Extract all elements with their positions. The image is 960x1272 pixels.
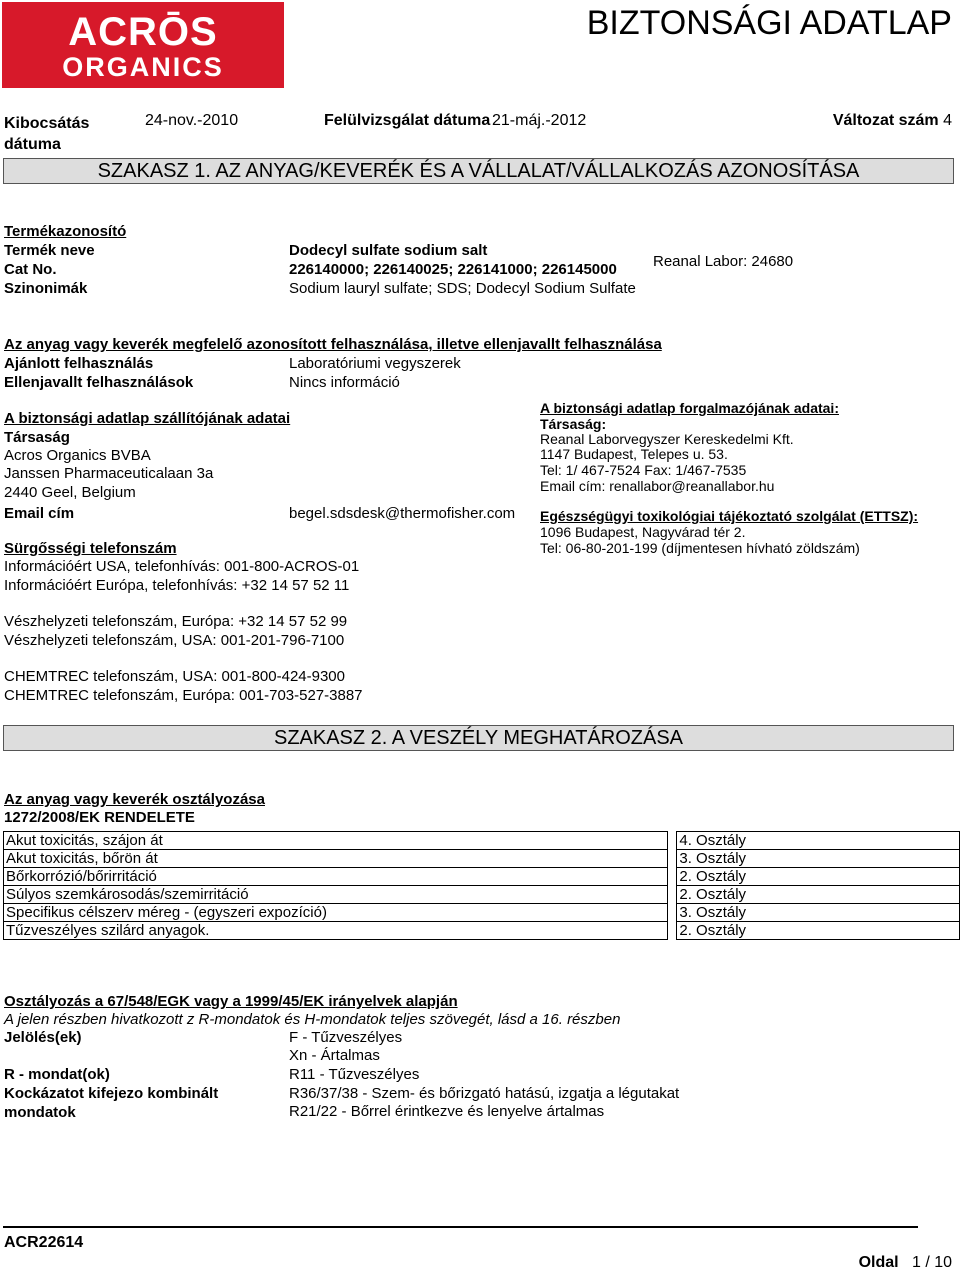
logo-line2: ORGANICS	[62, 52, 224, 82]
distributor-company-label: Társaság:	[540, 416, 607, 432]
hazard-category: 3. Osztály	[677, 850, 960, 868]
combined-phrase-label: Kockázatot kifejezo kombinált	[4, 1085, 219, 1102]
emergency-heading: Sürgősségi telefonszám	[4, 540, 177, 557]
hazard-class: Specifikus célszerv méreg - (egyszeri expozíció)	[4, 904, 668, 922]
version-number: 4	[943, 112, 952, 129]
hazard-class: Bőrkorrózió/bőrirritáció	[4, 868, 668, 886]
supplier-heading: A biztonsági adatlap szállítójának adatai	[4, 410, 291, 427]
reanal-labor: Reanal Labor: 24680	[653, 253, 794, 270]
classification-heading: Az anyag vagy keverék osztályozása	[4, 791, 265, 808]
section1-title: SZAKASZ 1. AZ ANYAG/KEVERÉK ÉS A VÁLLALAT/VÁLLALKOZÁS AZONOSÍTÁSA	[3, 158, 954, 184]
acros-organics-logo	[2, 2, 284, 88]
revision-date-label: Felülvizsgálat dátuma	[324, 112, 491, 129]
hazard-class: Súlyos szemkárosodás/szemirritáció	[4, 886, 668, 904]
distributor-line: Reanal Laborvegyszer Kereskedelmi Kft.	[540, 431, 794, 447]
company-line: Acros Organics BVBA	[4, 447, 151, 464]
recommended-use-label: Ajánlott felhasználás	[4, 355, 154, 372]
directive-heading: Osztályozás a 67/548/EGK vagy a 1999/45/EK irányelvek alapján	[4, 993, 458, 1010]
contraindicated-use: Nincs információ	[289, 374, 400, 391]
version	[833, 112, 952, 130]
hazard-class: Akut toxicitás, bőrön át	[4, 850, 668, 868]
hazard-class: Akut toxicitás, szájon át	[4, 832, 668, 850]
page-indicator	[859, 1254, 952, 1272]
synonyms: Sodium lauryl sulfate; SDS; Dodecyl Sodium Sulfate	[289, 280, 636, 297]
company-line: 2440 Geel, Belgium	[4, 484, 136, 501]
use-heading: Az anyag vagy keverék megfelelő azonosított felhasználása, illetve ellenjavallt felhasználása	[4, 336, 662, 353]
r-phrase: R11 - Tűzveszélyes	[289, 1066, 420, 1083]
phone-line: Vészhelyzeti telefonszám, USA: 001-201-796-7100	[4, 632, 345, 649]
r-phrase-label: R - mondat(ok)	[4, 1066, 110, 1083]
logo-line1: ACRŌS	[68, 10, 218, 54]
document-title: BIZTONSÁGI ADATLAP	[586, 4, 952, 42]
symbol-label: Jelölés(ek)	[4, 1029, 82, 1046]
footer-divider	[3, 1226, 918, 1228]
table-row	[4, 904, 960, 922]
issue-date-label: Kibocsátás dátuma	[4, 115, 90, 153]
directive-note: A jelen részben hivatkozott z R-mondatok és H-mondatok teljes szövegét, lásd a 16. részben	[4, 1011, 621, 1028]
email-label: Email cím	[4, 505, 75, 522]
distributor-line: 1147 Budapest, Telepes u. 53.	[540, 446, 728, 462]
hazard-class: Tűzveszélyes szilárd anyagok.	[4, 922, 668, 940]
ettsz-line: Tel: 06-80-201-199 (díjmentesen hívható zöldszám)	[540, 540, 860, 556]
revision-date: 21-máj.-2012	[492, 112, 587, 129]
phone-line: Információért Európa, telefonhívás: +32 14 57 52 11	[4, 577, 350, 594]
page-number: 1 / 10	[911, 1254, 952, 1271]
r-phrase: R36/37/38 - Szem- és bőrizgató hatású, izgatja a légutakat	[289, 1085, 680, 1102]
product-id-heading: Termékazonosító	[4, 223, 127, 240]
distributor-line: Email cím: renallabor@reanallabor.hu	[540, 478, 775, 494]
phone-line: Információért USA, telefonhívás: 001-800-ACROS-01	[4, 558, 360, 575]
distributor-line: Tel: 1/ 467-7524 Fax: 1/467-7535	[540, 462, 747, 478]
recommended-use: Laboratóriumi vegyszerek	[289, 355, 461, 372]
distributor-heading: A biztonsági adatlap forgalmazójának adatai:	[540, 400, 839, 416]
cat-numbers: 226140000; 226140025; 226141000; 226145000	[289, 261, 617, 278]
regulation: 1272/2008/EK RENDELETE	[4, 809, 195, 826]
hazard-category: 3. Osztály	[677, 904, 960, 922]
version-label: Változat szám	[832, 112, 939, 129]
contraindicated-use-label: Ellenjavallt felhasználások	[4, 374, 194, 391]
table-row	[4, 886, 960, 904]
synonyms-label: Szinonimák	[4, 280, 88, 297]
company-line: Janssen Pharmaceuticalaan 3a	[4, 465, 214, 482]
ettsz-line: 1096 Budapest, Nagyvárad tér 2.	[540, 524, 746, 540]
product-name: Dodecyl sulfate sodium salt	[289, 242, 488, 259]
company-label: Társaság	[4, 429, 70, 446]
hazard-category: 2. Osztály	[677, 886, 960, 904]
ettsz-heading: Egészségügyi toxikológiai tájékoztató szolgálat (ETTSZ):	[540, 508, 919, 524]
symbol: F - Tűzveszélyes	[289, 1029, 403, 1046]
table-row	[4, 832, 960, 850]
phone-line: CHEMTREC telefonszám, Európa: 001-703-527-3887	[4, 687, 363, 704]
cat-label: Cat No.	[4, 261, 57, 278]
table-row	[4, 868, 960, 886]
page-label: Oldal	[858, 1254, 899, 1271]
hazard-category: 2. Osztály	[677, 922, 960, 940]
document-code: ACR22614	[4, 1234, 84, 1251]
table-row	[4, 922, 960, 940]
combined-phrase-label: mondatok	[4, 1104, 76, 1121]
phone-line: CHEMTREC telefonszám, USA: 001-800-424-9300	[4, 668, 345, 685]
hazard-category: 4. Osztály	[677, 832, 960, 850]
classification-table	[3, 831, 960, 940]
table-row	[4, 850, 960, 868]
r-phrase: R21/22 - Bőrrel érintkezve és lenyelve ártalmas	[289, 1103, 605, 1120]
phone-line: Vészhelyzeti telefonszám, Európa: +32 14 57 52 99	[4, 613, 348, 630]
hazard-category: 2. Osztály	[677, 868, 960, 886]
section2-title: SZAKASZ 2. A VESZÉLY MEGHATÁROZÁSA	[3, 725, 954, 751]
issue-date: 24-nov.-2010	[145, 112, 239, 129]
symbol: Xn - Ártalmas	[289, 1047, 380, 1064]
product-name-label: Termék neve	[4, 242, 95, 259]
email-address[interactable]: begel.sdsdesk@thermofisher.com	[289, 505, 516, 522]
